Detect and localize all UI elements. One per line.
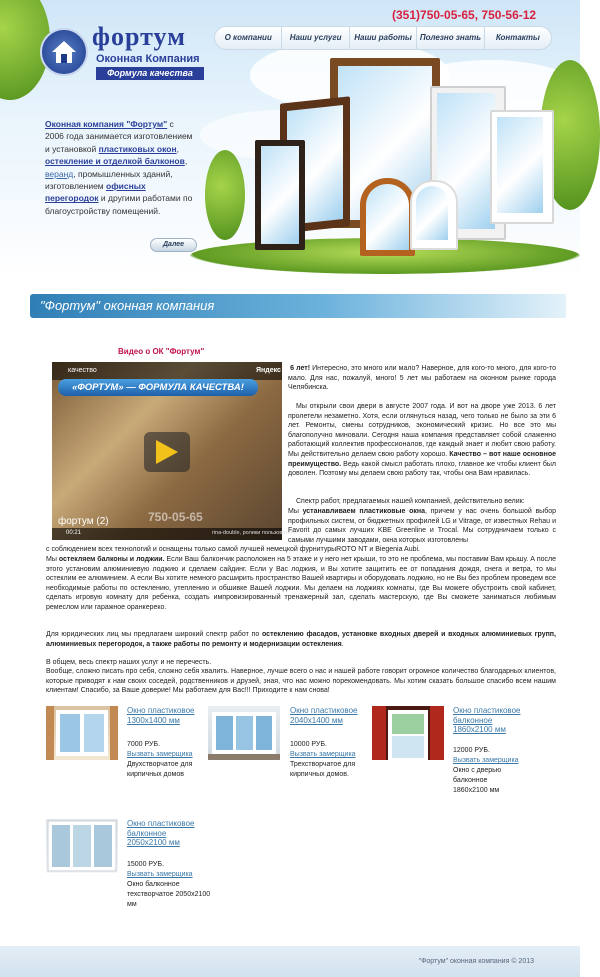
product-title-link[interactable]: Окно пластиковое 1300х1400 мм <box>127 706 195 725</box>
nav-item-about[interactable]: О компании <box>215 27 282 49</box>
article-text: Мы открыли свои двери в августе 2007 года. И вот на дворе уже 2013. 6 лет пролетели незаметно. Хотя, если оглянуться назад, чего только не было за эти 6 лет. Ремонты, смены сотрудников, экономический кризис. Но все это мы благополучно миновали. Сегодня наша компания представляет собой слаженно работающий коллектив профессионалов, где каждый знает и любит свою работу. Мы действительно делаем свою работу хорошо. <box>288 403 556 458</box>
product-info <box>127 740 197 780</box>
product-title-link[interactable]: Окно пластиковое балконное 2050х2100 мм <box>127 819 195 848</box>
nav-item-works[interactable]: Наши работы <box>350 27 417 49</box>
intro-text-part: , <box>176 143 179 154</box>
video-brand: Яндекс <box>256 367 281 374</box>
logo-subtitle: Оконная Компания <box>96 53 200 65</box>
play-icon[interactable] <box>156 440 178 464</box>
logo[interactable] <box>40 22 210 82</box>
article-paragraph-5 <box>46 555 556 613</box>
product-price: 7000 РУБ. <box>127 741 161 748</box>
product-info <box>290 740 360 780</box>
article-text: Интересно, это много или мало? Наверное, для кого-то много, для кого-то мало. Для нас, пожалуй, много! 5 лет мы работаем на оконном рынке города Челябинска. <box>288 365 556 392</box>
product-title-link[interactable]: Окно пластиковое 2040х1400 мм <box>290 706 358 725</box>
intro-link-balconies[interactable]: остекление и отделкой балконов <box>45 156 185 167</box>
article-paragraph-8: Вообще, сложно писать про себя, сложно себя хвалить. Наверное, лучше всего о нас и нашей работе говорит огромное количество благодарных клиентов, которые приводят к нам своих соседей, родственников и друзей, зная, что нас можно порекомендовать. Мы хотим сказать большое спасибо всем нашим клиентам! Спасибо, за Ваше доверие! Мы работаем для Вас!!! Приходите к нам снова! <box>46 668 556 695</box>
article-bold: устанавливаем пластиковые окна <box>302 508 425 515</box>
product-title-link[interactable]: Окно пластиковое балконное 1860х2100 мм <box>453 706 521 735</box>
tree <box>205 150 245 240</box>
header <box>0 0 580 280</box>
video-quality-label[interactable]: качество <box>68 367 97 374</box>
order-measurer-link[interactable]: Вызвать замерщика <box>127 751 193 758</box>
article-text: Ведь какой смысл работать плохо, главное же чтобы клиент был доволен. Поэтому мы делаем свою работу так, чтобы она Вам нравилась. <box>288 460 556 478</box>
intro-text-part: , <box>184 156 188 167</box>
intro-text-part: с 2006 года занимается изготовлением и установкой <box>45 119 193 154</box>
article-text: Мы <box>288 508 303 515</box>
more-button[interactable]: Далее <box>150 238 197 252</box>
order-measurer-link[interactable]: Вызвать замерщика <box>453 757 519 764</box>
nav-item-useful[interactable]: Полезно знать <box>417 27 484 49</box>
product-description: Окно с дверью балконное 1860х2100 мм <box>453 767 502 794</box>
article-bold: остеклению фасадов, установке входных дверей и входных алюминиевых групп, алюминиевых перегородок, а также работы по ремонту и модернизации остекления <box>46 631 556 648</box>
house-logo-icon <box>40 28 88 76</box>
article-paragraph-2 <box>288 402 556 479</box>
article-text: Мы <box>46 556 59 563</box>
article-paragraph-4-tail: с соблюдением всех технологий и оснащены только самой лучшей немецкой фурнитурыROTO NT и Biegenia Aubi. <box>46 546 420 553</box>
product-info <box>453 746 523 796</box>
nav-item-contacts[interactable]: Контакты <box>495 33 540 42</box>
video-credit: rina-double, ролики пользователя <box>212 530 297 536</box>
order-measurer-link[interactable]: Вызвать замерщика <box>127 871 193 878</box>
video-banner: «ФОРТУМ» — ФОРМУЛА КАЧЕСТВА! <box>58 379 258 396</box>
intro-link-verandas[interactable]: веранд <box>45 168 74 179</box>
intro-link-office-partitions[interactable]: офисных перегородок <box>45 181 146 204</box>
article-text: Спектр работ, предлагаемых нашей компанией, действительно велик: <box>296 498 525 505</box>
product-price: 12000 РУБ. <box>453 747 490 754</box>
logo-name: фортум <box>92 22 186 51</box>
product-description: Трехстворчатое для кирпичных домов. <box>290 761 356 778</box>
article-text: , причем у нас очень большой выбор профильных систем, от бюджетных профилей LG и Vitrage, от известных Rehau и Favorit до самых лучших KBE Greenline и Trocal. Мы сотрудничаем только с самыми лучшими заводами, окна которых изготовлены <box>288 508 557 544</box>
article-paragraph-7: В общем, весь спектр наших услуг и не перечесть. <box>46 659 212 666</box>
video-heading: Видео о ОК "Фортум" <box>118 347 205 356</box>
order-measurer-link[interactable]: Вызвать замерщика <box>290 751 356 758</box>
intro-text-part: и другими работами по благоустройству помещений. <box>45 193 193 216</box>
article-paragraph-3 <box>288 497 556 507</box>
article-text: Если Ваш балкончик расположен на 5 этаже и у него нет крыши, то это не проблема, мы поставим Вам крышу. А после этого установим алюминиевую лоджию и сделаем сайдинг. Если у Вас лоджия, и Вы хотите защитить ее от попадания дождя, снега и ветра, то мы остеклим ее алюминием. А если Вы хотите немного расширить пространство Вашей квартиры и оборудовать лоджию, но не Вы без проблем проведем все необходимые работы по остеклению, утеплению и обшивке Вашей лоджии. Мы делаем на лоджиях комнаты, где Вы можете обустроить свой кабинет, сделать игровую комнату для ребенка, создать импровизированный тренажерный зал, сделать мастерскую, где Вы сможете заниматься любимым ремеслом или гаражное оранкереко. <box>46 556 556 611</box>
article-bold: 6 лет! <box>290 365 311 372</box>
product-image[interactable] <box>372 706 444 760</box>
article-paragraph-4 <box>288 507 556 545</box>
intro-company-link[interactable]: Оконная компания "Фортум" <box>45 119 168 129</box>
product-description: Двухстворчатое для кирпичных домов <box>127 761 193 778</box>
video-phone: 750-05-65 <box>148 510 203 524</box>
product-image[interactable] <box>46 819 118 873</box>
product-image[interactable] <box>46 706 118 760</box>
article-text: . <box>341 640 344 648</box>
product-price: 15000 РУБ. <box>127 861 164 868</box>
product-description: Окно балконное техстворчатое 2050х2100 мм <box>127 881 211 908</box>
intro-text-part: , промышленных зданий, изготовлением <box>45 168 173 192</box>
logo-slogan: Формула качества <box>96 67 204 80</box>
article-paragraph-6 <box>46 630 556 649</box>
section-title: "Фортум" оконная компания <box>40 298 215 313</box>
footer-copyright: "Фортум" оконная компания © 2013 <box>418 958 534 965</box>
intro-link-plastic-windows[interactable]: пластиковых окон <box>98 143 177 154</box>
article-bold: Качество – вот наше основное преимущество. <box>288 450 556 468</box>
video-time: 00:21 <box>66 530 82 536</box>
article-bold: остекляем балконы и лоджии. <box>58 556 165 563</box>
product-image[interactable] <box>208 706 280 760</box>
article-text: Для юридических лиц мы предлагаем широкий спектр работ по <box>46 631 262 638</box>
product-info <box>127 860 217 910</box>
article-paragraph-1 <box>288 364 556 393</box>
nav-item-services[interactable]: Наши услуги <box>282 27 349 49</box>
video-name: фортум (2) <box>58 516 109 527</box>
main-nav <box>214 26 552 50</box>
intro-text <box>45 118 195 217</box>
product-price: 10000 РУБ. <box>290 741 327 748</box>
phone-numbers: (351)750-05-65, 750-56-12 <box>392 8 537 22</box>
